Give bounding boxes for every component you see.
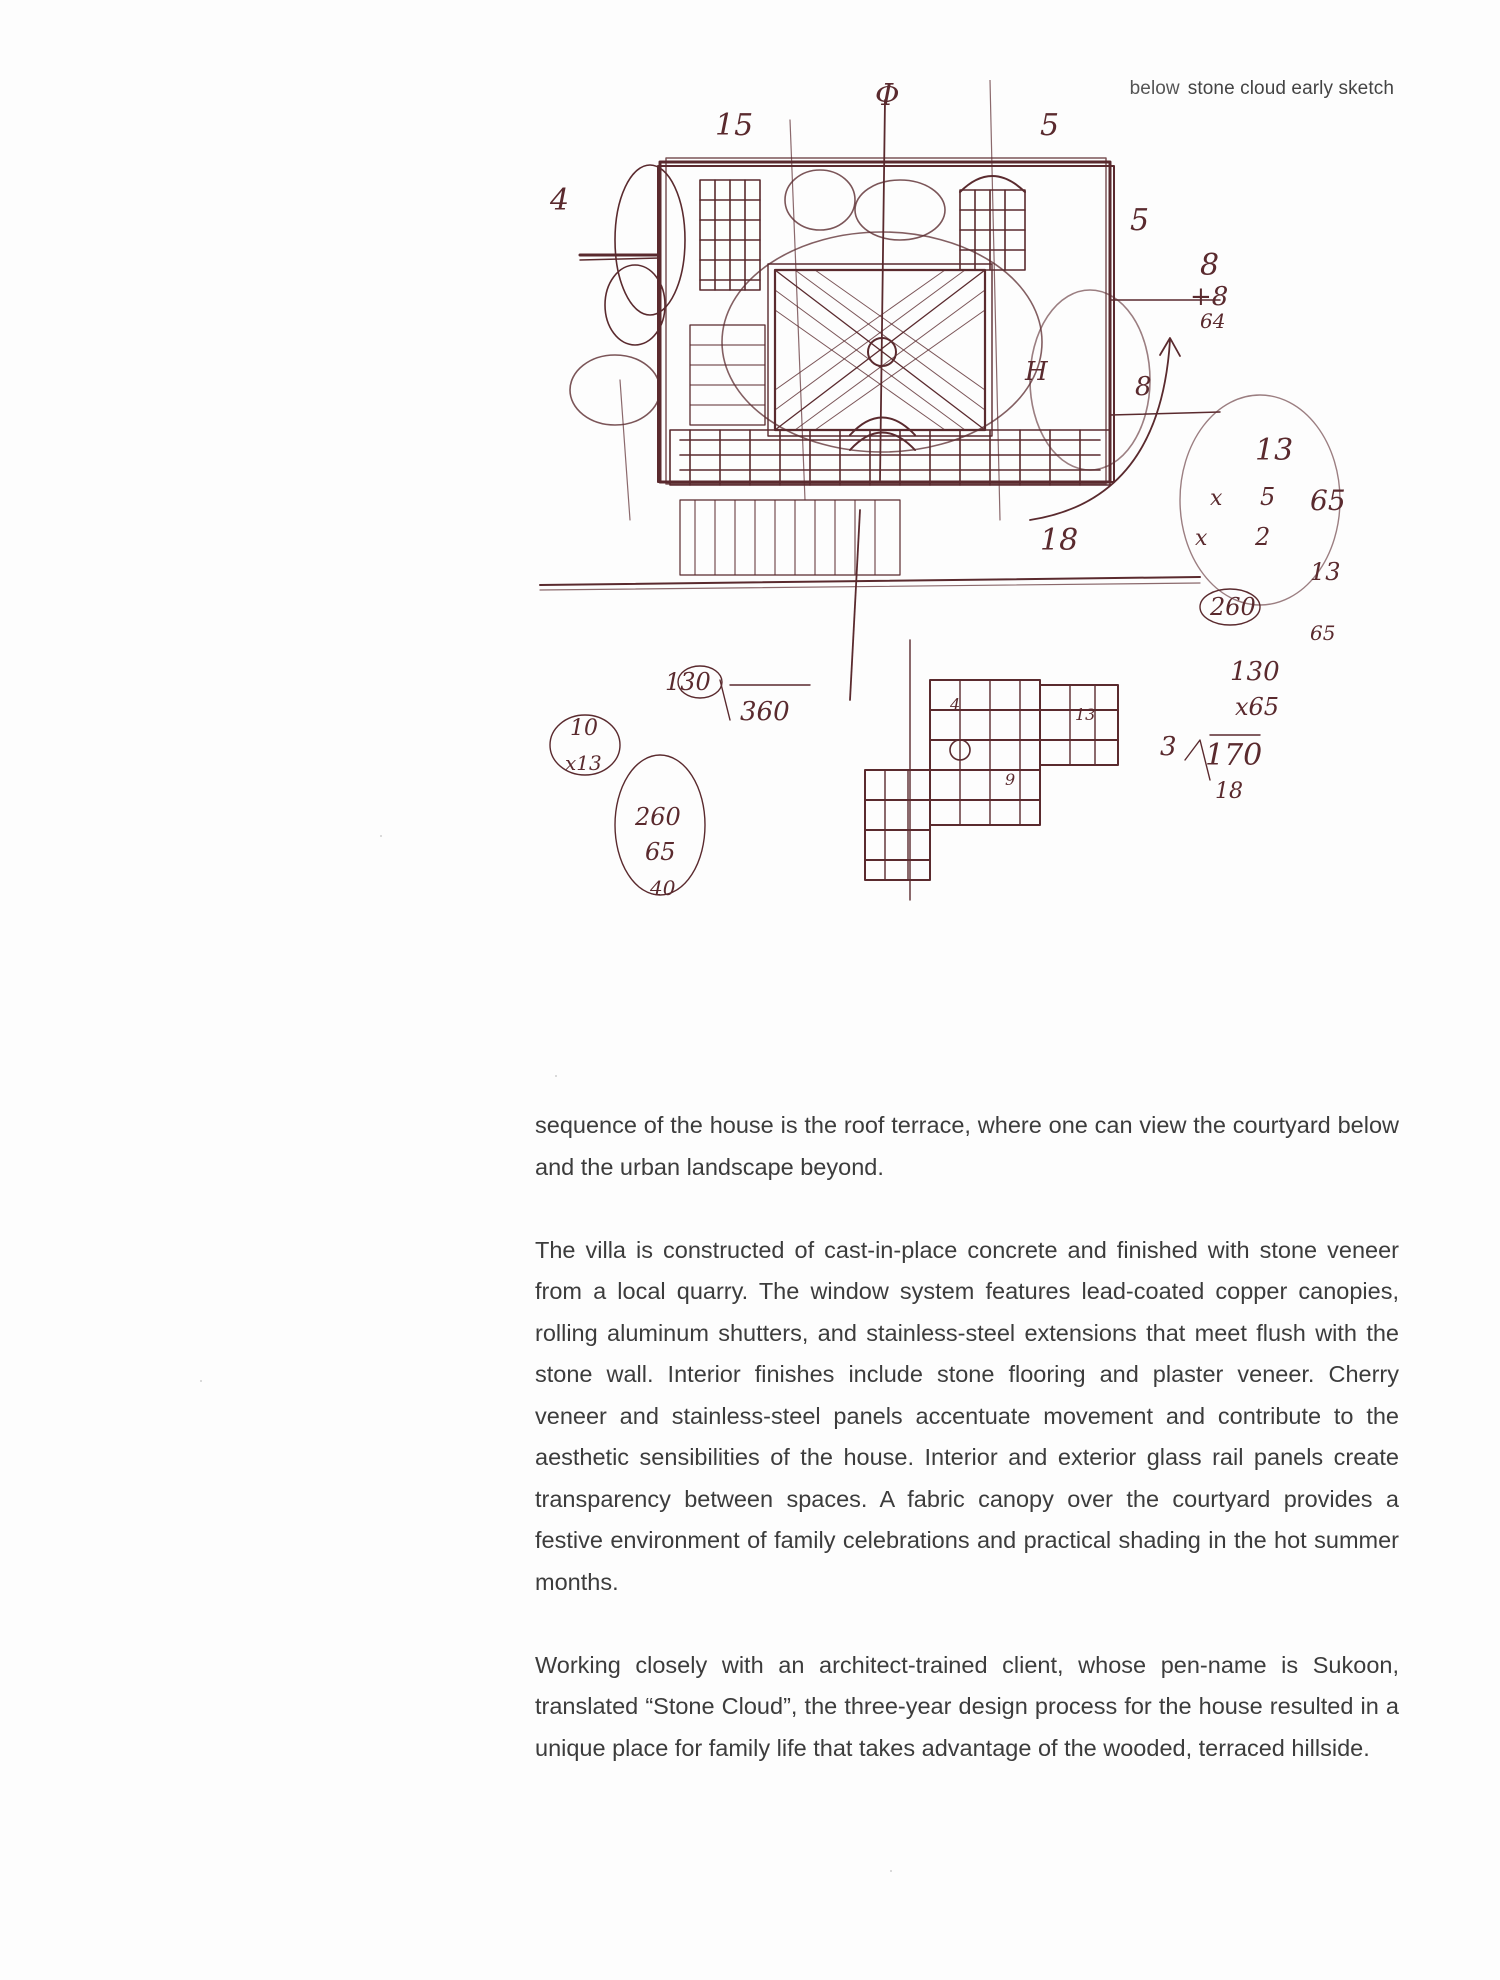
svg-text:13: 13 bbox=[1255, 433, 1294, 468]
caption-title: stone cloud early sketch bbox=[1187, 78, 1394, 99]
svg-text:65: 65 bbox=[1310, 621, 1336, 645]
sketch-main-plan bbox=[540, 158, 1220, 590]
svg-text:130: 130 bbox=[665, 668, 711, 696]
paragraph-3: Working closely with an architect-trained client, whose pen-name is Sukoon, translated “Stone Cloud”, the three-year design process for the house resulted in a unique place for family life that takes advantage of the wooded, terraced hillside. bbox=[535, 1651, 1399, 1761]
svg-text:5: 5 bbox=[1130, 203, 1150, 238]
svg-text:10: 10 bbox=[570, 716, 598, 741]
paragraph-1: sequence of the house is the roof terrace, where one can view the courtyard below and the urban landscape beyond. bbox=[535, 1112, 1399, 1180]
svg-text:9: 9 bbox=[1005, 770, 1016, 789]
svg-text:18: 18 bbox=[1215, 779, 1243, 804]
svg-text:260: 260 bbox=[1210, 593, 1256, 621]
svg-text:13: 13 bbox=[1075, 705, 1096, 724]
svg-text:15: 15 bbox=[715, 108, 754, 143]
svg-text:H: H bbox=[1025, 357, 1048, 387]
svg-text:5: 5 bbox=[1260, 483, 1276, 511]
svg-text:13: 13 bbox=[1310, 558, 1341, 586]
svg-text:x13: x13 bbox=[565, 751, 602, 775]
sketch-arrow bbox=[1030, 338, 1180, 520]
paragraph-2: The villa is constructed of cast-in-place concrete and finished with stone veneer from a local quarry. The window system features lead-coated copper canopies, rolling aluminum shutters, and stainless-steel extensions that meet flush with the stone wall. Interior finishes include stone flooring and plaster veneer. Cherry veneer and stainless-steel panels accentuate movement and contribute to the aesthetic sensibilities of the house. Interior and exterior glass rail panels create transparency between spaces. A fabric canopy over the courtyard provides a festive environment of family celebrations and practical shading in the hot summer months. bbox=[535, 1236, 1399, 1595]
svg-text:8: 8 bbox=[1200, 248, 1220, 283]
scan-speck bbox=[380, 835, 382, 837]
svg-text:x: x bbox=[1210, 486, 1223, 511]
stone-cloud-sketch bbox=[520, 80, 1400, 920]
sketch-annotations bbox=[549, 80, 1346, 900]
scan-speck bbox=[555, 1075, 557, 1077]
svg-text:x65: x65 bbox=[1235, 693, 1280, 721]
svg-text:360: 360 bbox=[740, 697, 790, 727]
svg-text:5: 5 bbox=[1040, 108, 1060, 143]
svg-text:3: 3 bbox=[1160, 732, 1177, 762]
caption-lead: below bbox=[1129, 78, 1180, 99]
svg-text:8: 8 bbox=[1135, 372, 1152, 402]
svg-text:65: 65 bbox=[645, 838, 676, 866]
scan-speck bbox=[200, 1380, 202, 1382]
scan-speck bbox=[890, 1870, 892, 1872]
svg-text:18: 18 bbox=[1040, 523, 1079, 558]
svg-text:64: 64 bbox=[1200, 309, 1226, 333]
svg-text:Φ: Φ bbox=[875, 80, 900, 113]
svg-text:2: 2 bbox=[1255, 523, 1271, 551]
svg-text:130: 130 bbox=[1230, 657, 1280, 687]
svg-text:4: 4 bbox=[950, 695, 961, 714]
svg-text:x: x bbox=[1195, 526, 1208, 551]
sketch-axes bbox=[620, 80, 1000, 900]
svg-text:65: 65 bbox=[1310, 484, 1346, 517]
svg-text:260: 260 bbox=[635, 803, 681, 831]
svg-text:+8: +8 bbox=[1190, 282, 1229, 312]
body-text bbox=[535, 1105, 1399, 1811]
svg-text:4: 4 bbox=[550, 183, 570, 218]
svg-text:40: 40 bbox=[650, 876, 676, 900]
svg-text:170: 170 bbox=[1205, 738, 1263, 773]
